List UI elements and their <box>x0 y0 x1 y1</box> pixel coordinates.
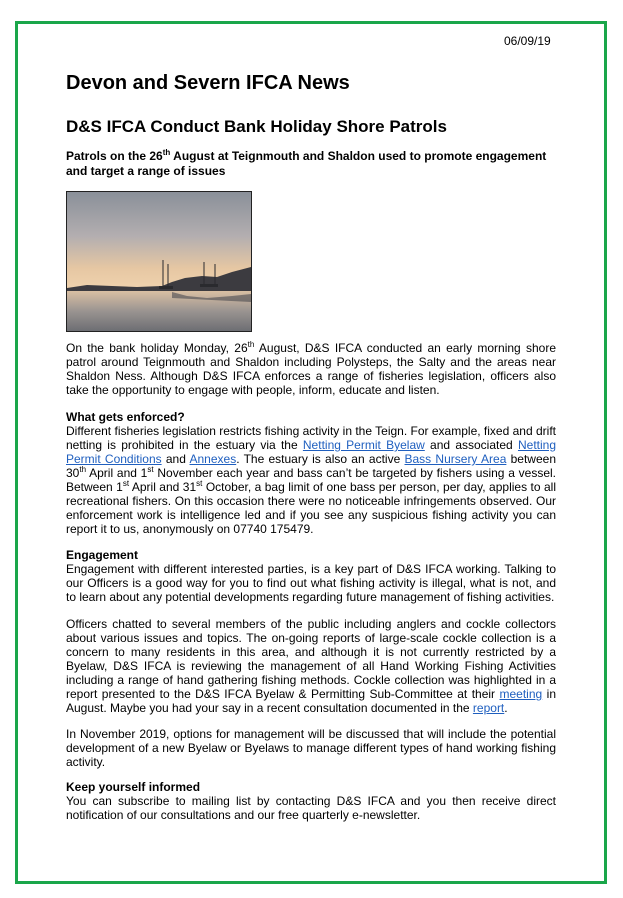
article-standfirst: Patrols on the 26th August at Teignmouth and Shaldon used to promote engagement and target a range of issues <box>66 148 547 178</box>
bass-nursery-area-link[interactable]: Bass Nursery Area <box>404 452 507 466</box>
engagement-paragraph-3: In November 2019, options for management will be discussed that will include the potential development of a new Byelaw or Byelaws to manage different types of hand working fishing activity. <box>66 727 556 769</box>
newsletter-title: Devon and Severn IFCA News <box>66 72 350 94</box>
informed-paragraph: You can subscribe to mailing list by contacting D&S IFCA and you then receive direct notification of our consultations and our free quarterly e-newsletter. <box>66 794 556 822</box>
engagement-paragraph-2: Officers chatted to several members of the public including anglers and cockle collectors about various issues and topics. The on-going reports of large-scale cockle collection is a concern to many residents in this area, and although it is not currently restricted by a Byelaw, D&S IFCA is reviewing the management of all Hand Working Fishing Activities including a range of hand gathering fishing methods. Cockle collection was highlighted in a report presented to the D&S IFCA Byelaw & Permitting Sub-Committee at their meeting in August. Maybe you had your say in a recent consultation documented in the report. <box>66 617 556 715</box>
netting-permit-conditions-link[interactable]: Netting Permit Conditions <box>66 438 557 466</box>
engagement-paragraph-1: Engagement with different interested parties, is a key part of D&S IFCA working. Talking to our Officers is a good way for you to find out what fishing activity is illegal, what is not, and to learn about any potential developments regarding future management of fishing activities. <box>66 562 556 604</box>
annexes-link[interactable]: Annexes <box>189 452 237 466</box>
estuary-photo <box>66 191 252 332</box>
section-heading-enforced: What gets enforced? <box>66 410 185 424</box>
meeting-link[interactable]: meeting <box>499 687 543 701</box>
report-link[interactable]: report <box>472 701 505 715</box>
netting-permit-byelaw-link[interactable]: Netting Permit Byelaw <box>302 438 425 452</box>
article-headline: D&S IFCA Conduct Bank Holiday Shore Patrols <box>66 117 447 136</box>
section-heading-engagement: Engagement <box>66 548 139 562</box>
section-heading-informed: Keep yourself informed <box>66 780 201 794</box>
enforced-paragraph: Different fisheries legislation restricts fishing activity in the Teign. For example, fixed and drift netting is prohibited in the estuary via the Netting Permit Byelaw and associated Netting Permit Conditions and Annexes. The estuary is also an active Bass Nursery Area between 30th April and 1st November each year and bass can’t be targeted by fishers using a vessel. Between 1st April and 31st October, a bag limit of one bass per person, per day, applies to all recreational fishers. On this occasion there were no noticeable infringements observed. Our enforcement work is intelligence led and if you see any suspicious fishing activity you can report it to us, anonymously on 07740 175479. <box>66 424 557 536</box>
intro-paragraph: On the bank holiday Monday, 26th August, D&S IFCA conducted an early morning shore patrol around Teignmouth and Shaldon including Polysteps, the Salty and the areas near Shaldon Ness. Although D&S IFCA enforces a range of fisheries legislation, officers also take the opportunity to engage with people, inform, educate and listen. <box>66 340 557 397</box>
issue-date: 06/09/19 <box>504 34 551 48</box>
